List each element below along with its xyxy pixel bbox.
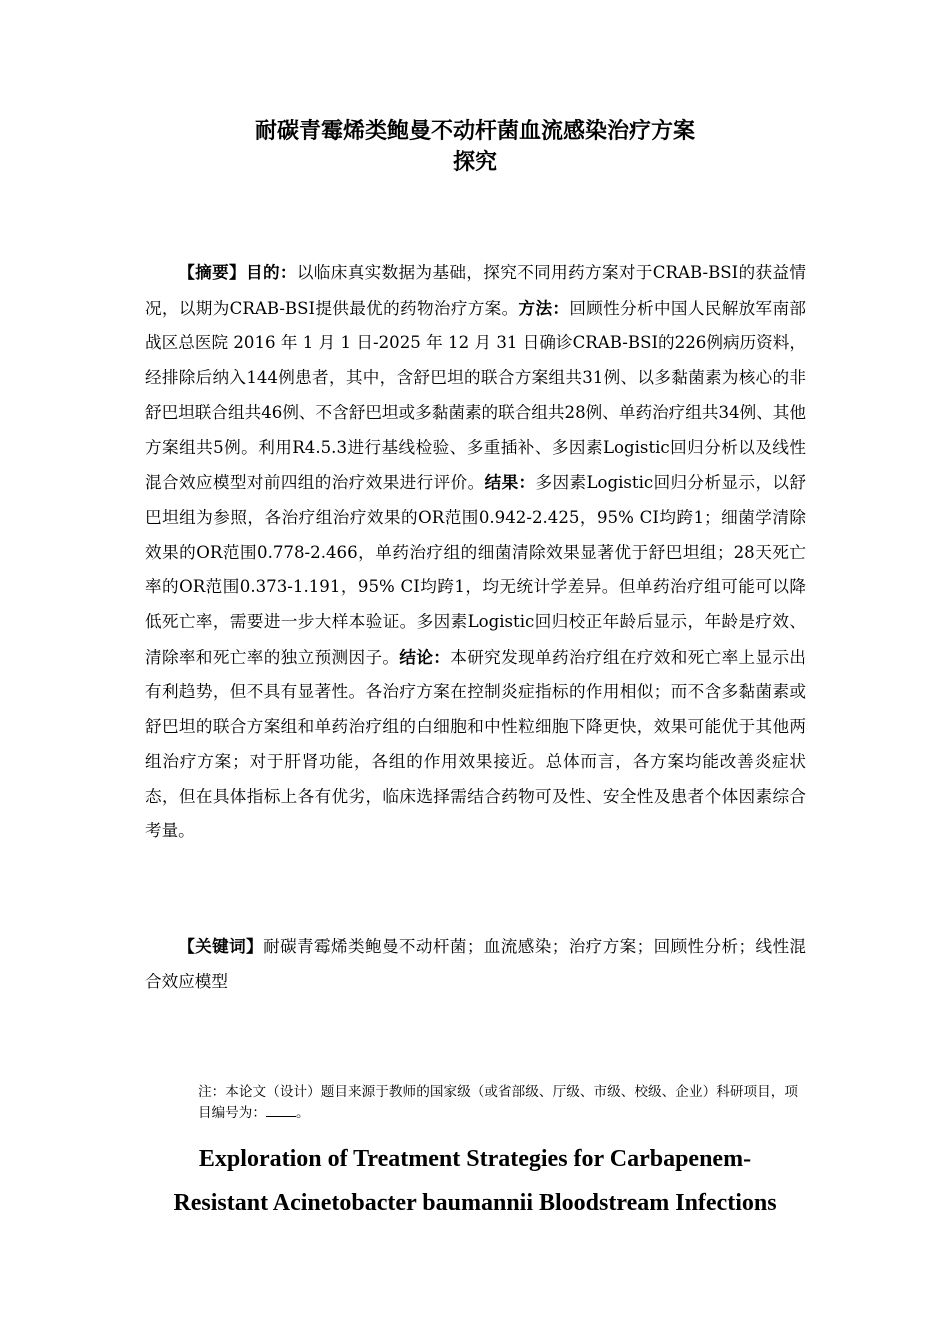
keywords-paragraph — [145, 929, 806, 999]
results-text: 多因素Logistic回归分析显示，以舒巴坦组为参照，各治疗组治疗效果的OR范围0.942-2.425，95% CI均跨1；细菌学清除效果的OR范围0.778-2.466，单药治疗组的细菌清除效果显著优于舒巴坦组；28天死亡率的OR范围0.373-1.191，95% CI均跨1，均无统计学差异。但单药治疗组可能可以降低死亡率，需要进一步大样本验证。多因素Logistic回归校正年龄后显示，年龄是疗效、清除率和死亡率的独立预测因子。 — [145, 473, 807, 667]
keywords-label: 【关键词】 — [178, 936, 264, 956]
methods-text: 回顾性分析中国人民解放军南部战区总医院 2016 年 1 月 1 日-2025 年 12 月 31 日确诊CRAB-BSI的226例病历资料，经排除后纳入144例患者，其中，含舒巴坦的联合方案组共31例、以多黏菌素为核心的非舒巴坦联合组共46例、不含舒巴坦或多黏菌素的联合组共28例、单药治疗组共34例、其他方案组共5例。利用R4.5.3进行基线检验、多重插补、多因素Logistic回归分析以及线性混合效应模型对前四组的治疗效果进行评价。 — [145, 298, 807, 493]
objective-text: 以临床真实数据为基础，探究不同用药方案对于CRAB-BSI的获益情况，以期为CRAB-BSI提供最优的药物治疗方案。 — [145, 263, 807, 318]
abstract-label: 【摘要】 — [178, 262, 246, 282]
english-title — [120, 1137, 830, 1225]
chinese-title — [145, 116, 805, 178]
results-label: 结果： — [484, 472, 536, 493]
abstract-paragraph — [145, 255, 806, 849]
objective-label: 目的： — [246, 262, 297, 282]
conclusion-text: 本研究发现单药治疗组在疗效和死亡率上显示出有利趋势，但不具有显著性。各治疗方案在控制炎症指标的作用相似；而不含多黏菌素或舒巴坦的联合方案组和单药治疗组的白细胞和中性粒细胞下降更快，效果可能优于其他两组治疗方案；对于肝肾功能，各组的作用效果接近。总体而言，各方案均能改善炎症状态，但在具体指标上各有优劣，临床选择需结合药物可及性、安全性及患者个体因素综合考量。 — [145, 647, 807, 841]
keywords-text: 耐碳青霉烯类鲍曼不动杆菌；血流感染；治疗方案；回顾性分析；线性混合效应模型 — [145, 937, 807, 991]
footnote — [198, 1082, 798, 1124]
english-title-line-1: Exploration of Treatment Strategies for Carbapenem- — [198, 1146, 752, 1172]
chinese-title-line-2: 探究 — [452, 150, 497, 175]
english-title-line-2: Resistant Acinetobacter baumannii Bloodstream Infections — [173, 1190, 777, 1216]
methods-label: 方法： — [518, 297, 570, 318]
conclusion-label: 结论： — [399, 646, 451, 667]
chinese-title-line-1: 耐碳青霉烯类鲍曼不动杆菌血流感染治疗方案 — [254, 119, 695, 144]
footnote-text: 注：本论文（设计）题目来源于教师的国家级（或省部级、厅级、市级、校级、企业）科研项目，项目编号为： — [198, 1084, 798, 1121]
footnote-end: 。 — [295, 1105, 310, 1121]
project-number-blank — [266, 1104, 296, 1117]
